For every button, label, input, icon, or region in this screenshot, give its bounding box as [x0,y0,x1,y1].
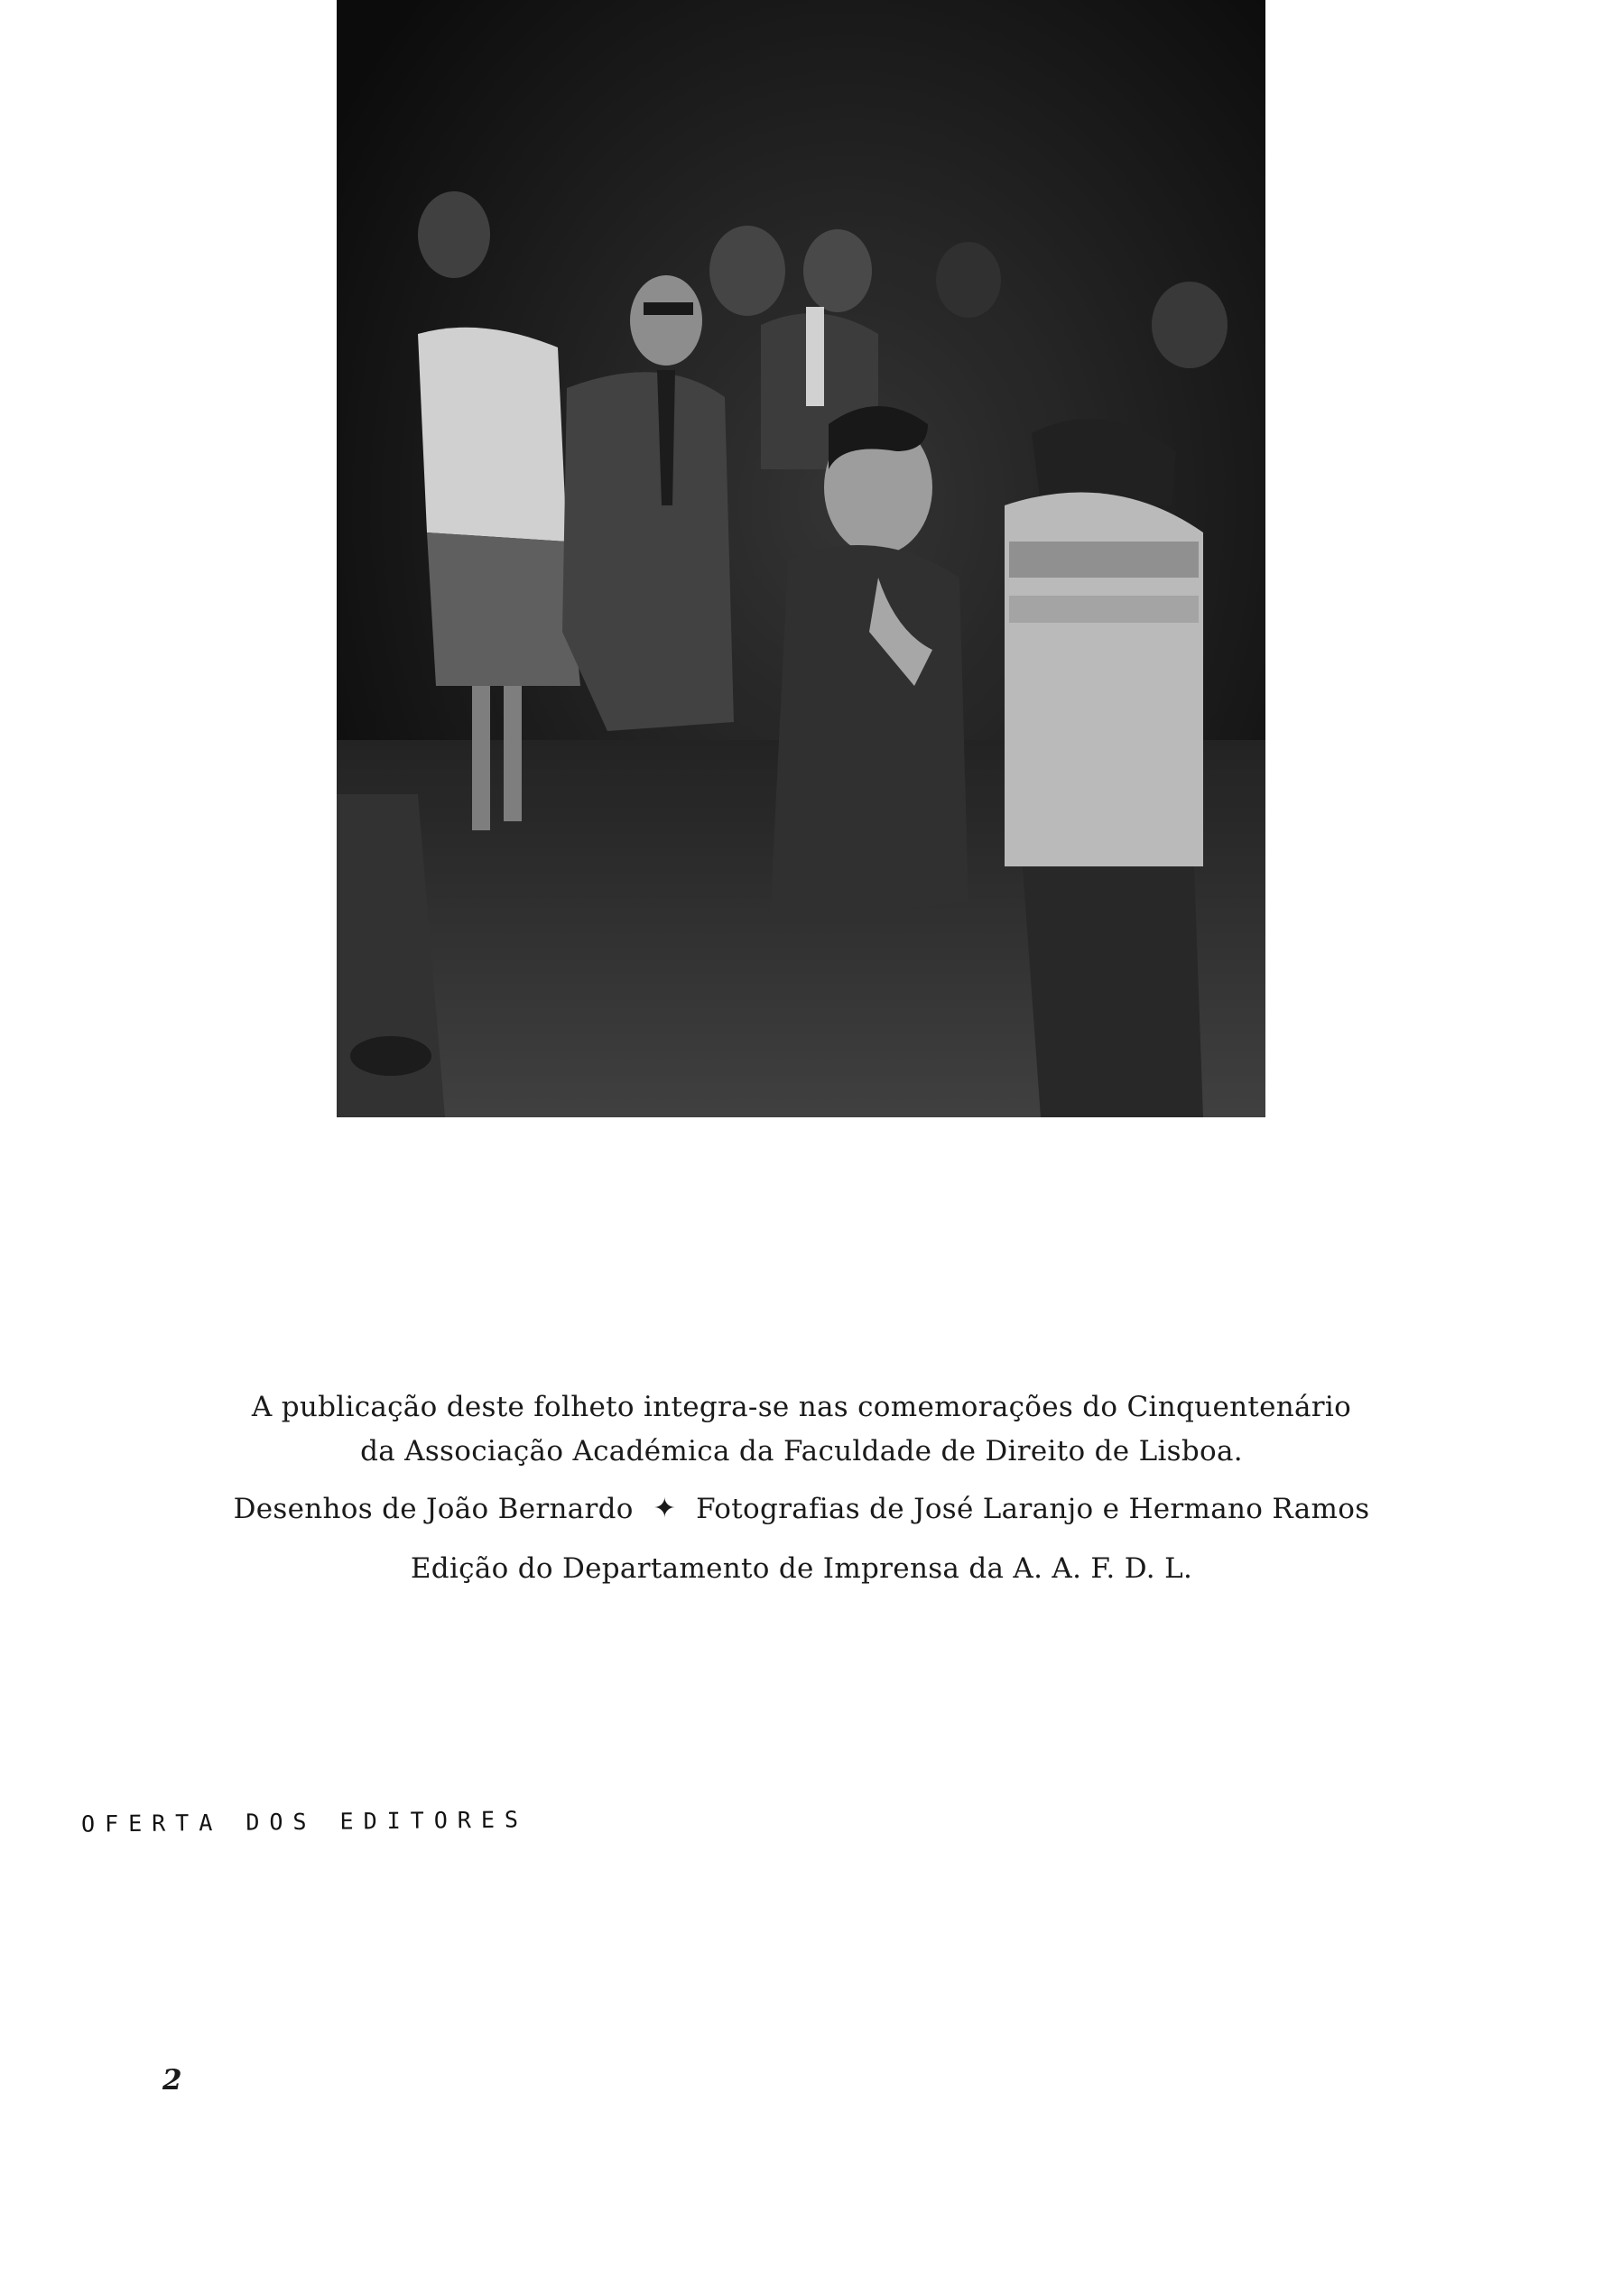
crowd-photo [337,0,1265,1117]
credits-block [135,1385,1468,1591]
star-icon: ✦ [653,1493,677,1524]
handwritten-note: OFERTA DOS EDITORES [80,1806,529,1838]
edition-credit: Edição do Departamento de Imprensa da A. A. F. D. L. [410,1552,1193,1585]
publication-statement-continued: da Associação Académica da Faculdade de Direito de Lisboa. [360,1435,1243,1467]
photographs-credit: Fotografias de José Laranjo e Hermano Ramos [696,1493,1370,1525]
publication-statement: A publicação deste folheto integra-se nas comemorações do Cinquentenário [251,1391,1352,1423]
artist-credits [135,1486,1468,1532]
drawings-credit: Desenhos de João Bernardo [233,1493,634,1525]
page-number: 2 [162,2064,182,2097]
